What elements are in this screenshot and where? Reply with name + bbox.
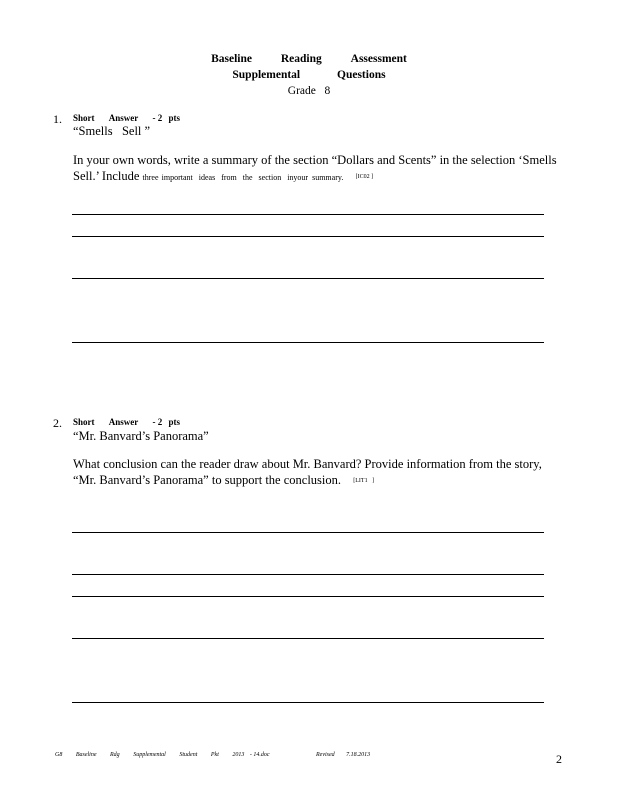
header-grade: Grade 8 bbox=[287, 85, 331, 97]
question-type-word: - 2 bbox=[152, 417, 163, 427]
answer-line bbox=[72, 574, 544, 575]
header-title bbox=[0, 52, 618, 67]
answer-line bbox=[72, 596, 544, 597]
answer-line bbox=[72, 236, 544, 237]
footer-word: Baseline bbox=[75, 752, 97, 758]
footer-word: Supplemental bbox=[133, 752, 166, 758]
footer-word: G8 bbox=[55, 752, 63, 758]
question-type bbox=[73, 113, 192, 123]
answer-line bbox=[72, 532, 544, 533]
header-word: Reading bbox=[280, 53, 322, 65]
footer-revised bbox=[316, 752, 380, 758]
footer-word: - 14.doc bbox=[249, 752, 270, 758]
question-type-word: pts bbox=[168, 113, 181, 123]
footer-word: Pkt bbox=[210, 752, 219, 758]
answer-line bbox=[72, 342, 544, 343]
question-type-word: Short bbox=[73, 113, 95, 123]
header-word: Questions bbox=[337, 69, 386, 81]
header-word: Assessment bbox=[350, 53, 407, 65]
question-type-word: Short bbox=[73, 417, 95, 427]
footer-filename bbox=[55, 752, 282, 758]
footer-word: 7.18.2013 bbox=[346, 752, 371, 758]
question-number: 2. bbox=[53, 416, 62, 430]
answer-line bbox=[72, 278, 544, 279]
prompt-text: What conclusion can the reader draw about Mr. Banvard? Provide information from the story, “Mr. Banvard’s Panorama” to support the conclusion. bbox=[73, 457, 542, 487]
question-type-word: Answer bbox=[108, 113, 139, 123]
question-type-word: Answer bbox=[108, 417, 139, 427]
prompt-emphasis: three bbox=[142, 173, 159, 182]
question-type bbox=[73, 417, 192, 427]
answer-line bbox=[72, 214, 544, 215]
footer-word: Student bbox=[179, 752, 198, 758]
question-type-word: - 2 bbox=[152, 113, 163, 123]
footer-word: Rdg bbox=[110, 752, 120, 758]
header-word: Baseline bbox=[211, 53, 252, 65]
page-number: 2 bbox=[556, 752, 562, 766]
prompt-text: important ideas from the section inyour summary. bbox=[161, 173, 344, 182]
header-word: Supplemental bbox=[232, 69, 301, 81]
prompt-text: In your own words, write a summary of the section “Dollars and Scents” in the selection ‘Smells Sell.’ Include bbox=[73, 153, 557, 183]
question-prompt bbox=[73, 456, 563, 489]
question-prompt bbox=[73, 152, 563, 186]
question-title: “Mr. Banvard’s Panorama” bbox=[73, 429, 209, 443]
question-title: “Smells Sell ” bbox=[73, 124, 151, 138]
question-type-word: pts bbox=[168, 417, 181, 427]
footer-word: Revised bbox=[316, 752, 335, 758]
question-number: 1. bbox=[53, 112, 62, 126]
header-subtitle bbox=[0, 68, 618, 83]
standard-tag: [IC02 ] bbox=[355, 174, 374, 181]
footer-word: 2013 bbox=[232, 752, 245, 758]
standard-tag: [LIT1 ] bbox=[353, 478, 375, 485]
answer-line bbox=[72, 638, 544, 639]
answer-line bbox=[72, 702, 544, 703]
